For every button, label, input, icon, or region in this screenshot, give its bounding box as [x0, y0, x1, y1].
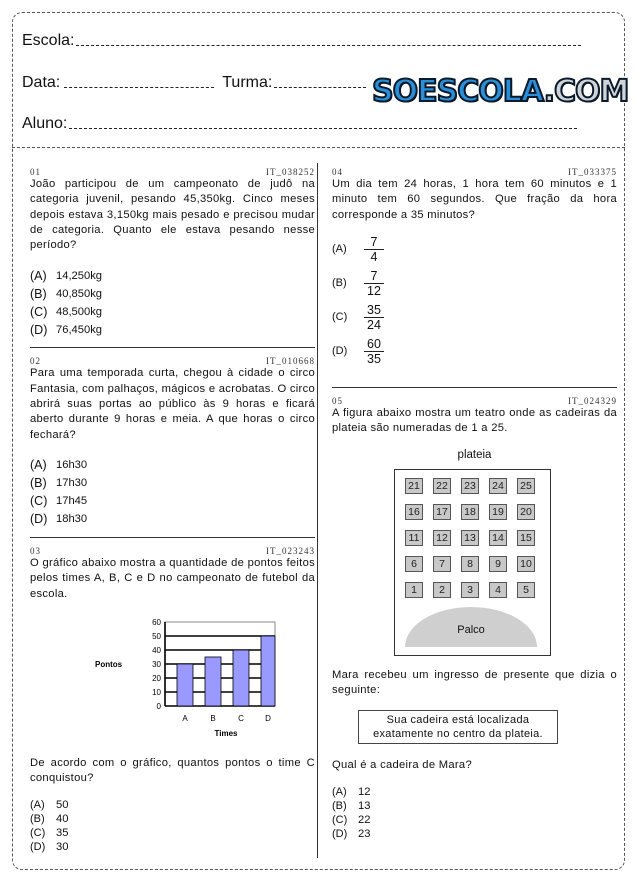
option-letter: (C) — [332, 311, 348, 324]
option-letter: (A) — [30, 458, 47, 473]
fraction — [364, 269, 384, 298]
option-value: 35 — [56, 826, 69, 839]
option-a[interactable] — [30, 798, 315, 812]
ticket-line-2: exatamente no centro da plateia. — [373, 728, 543, 741]
question-04 — [332, 165, 617, 369]
seat: 7 — [433, 556, 451, 572]
svg-text:A: A — [182, 713, 188, 723]
option-letter: (D) — [332, 345, 348, 358]
option-letter: (A) — [332, 786, 347, 799]
option-c[interactable] — [332, 814, 617, 828]
option-letter: (B) — [332, 277, 347, 290]
numerator: 7 — [364, 235, 384, 250]
stage: Palco — [405, 607, 537, 647]
seat: 1 — [405, 582, 423, 598]
option-letter: (D) — [332, 828, 348, 841]
denominator: 4 — [370, 250, 378, 265]
option-value: 40 — [56, 812, 69, 825]
option-c[interactable] — [332, 301, 617, 335]
svg-text:20: 20 — [152, 673, 161, 683]
svg-text:D: D — [265, 713, 271, 723]
option-b[interactable] — [30, 812, 315, 826]
seat: 9 — [489, 556, 507, 572]
option-letter: (A) — [30, 798, 45, 811]
student-field[interactable] — [69, 127, 577, 129]
denominator: 35 — [367, 352, 381, 367]
option-letter: (B) — [30, 476, 47, 491]
option-a[interactable] — [332, 786, 617, 800]
seat: 25 — [517, 478, 535, 494]
seat: 11 — [405, 530, 423, 546]
fraction — [364, 235, 384, 264]
options-list — [30, 457, 315, 529]
option-d[interactable] — [30, 840, 315, 854]
svg-text:60: 60 — [152, 617, 161, 627]
question-02 — [30, 354, 315, 528]
svg-text:0: 0 — [156, 701, 161, 711]
seat: 20 — [517, 504, 535, 520]
option-letter: (C) — [332, 814, 348, 827]
option-letter: (B) — [30, 286, 47, 301]
option-b[interactable] — [30, 285, 315, 303]
seat: 19 — [489, 504, 507, 520]
svg-text:B: B — [210, 713, 216, 723]
option-d[interactable] — [30, 511, 315, 529]
right-column — [332, 165, 617, 842]
logo-suffix-text: .COM — [543, 74, 629, 109]
fraction — [364, 303, 384, 332]
svg-text:30: 30 — [152, 659, 161, 669]
question-code: IT_023243 — [266, 545, 315, 556]
options-list — [30, 798, 315, 854]
option-value: 40,850kg — [56, 287, 103, 300]
numerator: 7 — [364, 269, 384, 284]
ticket-line-1: Sua cadeira está localizada — [386, 714, 530, 727]
logo-main-text: SOESCOLA — [372, 74, 544, 109]
seat: 2 — [433, 582, 451, 598]
question-number: 02 — [30, 356, 41, 367]
option-b[interactable] — [332, 267, 617, 301]
option-letter: (B) — [332, 800, 347, 813]
question-number: 04 — [332, 167, 343, 177]
seat: 14 — [489, 530, 507, 546]
question-number: 05 — [332, 395, 343, 406]
option-value: 23 — [358, 828, 371, 841]
question-code: IT_024329 — [568, 395, 617, 406]
seat: 12 — [433, 530, 451, 546]
option-c[interactable] — [30, 303, 315, 321]
question-prompt: De acordo com o gráfico, quantos pontos o time C conquistou? — [30, 756, 315, 785]
option-value: 17h30 — [56, 477, 88, 490]
question-separator — [30, 347, 315, 348]
seat: 22 — [433, 478, 451, 494]
option-letter: (D) — [30, 840, 46, 853]
denominator: 12 — [367, 284, 381, 299]
option-d[interactable] — [332, 828, 617, 842]
option-d[interactable] — [30, 321, 315, 339]
option-c[interactable] — [30, 493, 315, 511]
svg-text:40: 40 — [152, 645, 161, 655]
svg-text:Pontos: Pontos — [95, 659, 123, 669]
question-prompt: Qual é a cadeira de Mara? — [332, 759, 472, 772]
option-value: 22 — [358, 814, 371, 827]
option-value: 17h45 — [56, 495, 88, 508]
seat: 5 — [517, 582, 535, 598]
seat: 24 — [489, 478, 507, 494]
numerator: 35 — [364, 303, 384, 318]
theater-diagram — [394, 469, 551, 656]
left-column — [30, 165, 315, 854]
option-value: 48,500kg — [56, 305, 103, 318]
question-separator — [332, 387, 617, 388]
seat: 16 — [405, 504, 423, 520]
question-code: IT_033375 — [568, 167, 617, 177]
numerator: 60 — [364, 337, 384, 352]
question-01 — [30, 165, 315, 339]
seat: 21 — [405, 478, 423, 494]
option-letter: (A) — [332, 243, 347, 256]
question-number: 03 — [30, 545, 41, 556]
question-05 — [332, 394, 617, 842]
seat: 23 — [461, 478, 479, 494]
svg-text:C: C — [238, 713, 244, 723]
school-label: Escola: — [22, 32, 75, 49]
question-text: A figura abaixo mostra um teatro onde as cadeiras da plateia são numeradas de 1 a 25. — [332, 406, 617, 435]
option-letter: (C) — [30, 826, 46, 839]
points-bar-chart — [85, 614, 285, 744]
seat: 4 — [489, 582, 507, 598]
question-number: 01 — [30, 167, 41, 177]
ticket-note — [358, 710, 558, 744]
option-a[interactable] — [30, 457, 315, 475]
option-b[interactable] — [30, 475, 315, 493]
option-letter: (C) — [30, 494, 48, 509]
student-label: Aluno: — [22, 115, 68, 132]
date-class-row — [22, 74, 366, 92]
options-list — [30, 267, 315, 339]
date-field[interactable] — [64, 86, 214, 88]
seat: 3 — [461, 582, 479, 598]
option-letter: (C) — [30, 304, 48, 319]
option-value: 76,450kg — [56, 323, 103, 336]
seat: 17 — [433, 504, 451, 520]
seat: 6 — [405, 556, 423, 572]
question-code: IT_010668 — [266, 356, 315, 367]
denominator: 24 — [367, 318, 381, 333]
svg-text:Times: Times — [214, 728, 238, 738]
option-b[interactable] — [332, 800, 617, 814]
option-value: 50 — [56, 798, 69, 811]
option-letter: (D) — [30, 512, 48, 527]
question-text: Para uma temporada curta, chegou à cidade o circo Fantasia, com palhaços, mágicos e acrobatas. O circo abrirá suas portas ao público às 9 horas e ficará aberto durante 9 horas e meia. A que horas o circo fechará? — [30, 367, 315, 441]
question-03 — [30, 544, 315, 854]
column-divider — [317, 163, 318, 858]
option-value: 12 — [358, 786, 371, 799]
options-list — [332, 233, 617, 369]
bar-chart-svg — [85, 614, 285, 744]
option-letter: (A) — [30, 268, 47, 283]
worksheet-header — [12, 12, 629, 148]
option-a[interactable] — [332, 233, 617, 267]
option-a[interactable] — [30, 267, 315, 285]
option-value: 30 — [56, 840, 69, 853]
seat: 13 — [461, 530, 479, 546]
seat: 10 — [517, 556, 535, 572]
question-intro: Mara recebeu um ingresso de presente que dizia o seguinte: — [332, 668, 617, 697]
option-value: 16h30 — [56, 459, 88, 472]
question-code: IT_038252 — [266, 167, 315, 177]
class-label: Turma: — [222, 74, 273, 91]
student-row — [22, 115, 577, 133]
option-value: 13 — [358, 800, 371, 813]
option-d[interactable] — [332, 335, 617, 369]
question-text: O gráfico abaixo mostra a quantidade de pontos feitos pelos times A, B, C e D no campeonato de futebol da escola. — [30, 556, 315, 600]
options-list — [332, 786, 617, 842]
school-row — [22, 32, 581, 50]
seat: 8 — [461, 556, 479, 572]
figure-title: plateia — [457, 449, 492, 462]
fraction — [364, 337, 384, 366]
seat: 18 — [461, 504, 479, 520]
date-label: Data: — [22, 74, 61, 91]
question-separator — [30, 537, 315, 538]
question-text: Um dia tem 24 horas, 1 hora tem 60 minutos e 1 minuto tem 60 segundos. Que fração da hora corresponde a 35 minutos? — [332, 178, 617, 221]
option-letter: (D) — [30, 322, 48, 337]
option-c[interactable] — [30, 826, 315, 840]
svg-text:10: 10 — [152, 687, 161, 697]
school-field[interactable] — [76, 44, 581, 46]
option-letter: (B) — [30, 812, 45, 825]
question-text: João participou de um campeonato de judô na categoria juvenil, pesando 45,350kg. Cinco meses depois estava 3,150kg mais pesado e precisou mudar de categoria. Quanto ele estava pesando nesse período? — [30, 178, 315, 252]
option-value: 18h30 — [56, 513, 88, 526]
soescola-logo — [372, 74, 628, 109]
svg-text:50: 50 — [152, 631, 161, 641]
seat: 15 — [517, 530, 535, 546]
class-field[interactable] — [274, 86, 366, 88]
option-value: 14,250kg — [56, 269, 103, 282]
